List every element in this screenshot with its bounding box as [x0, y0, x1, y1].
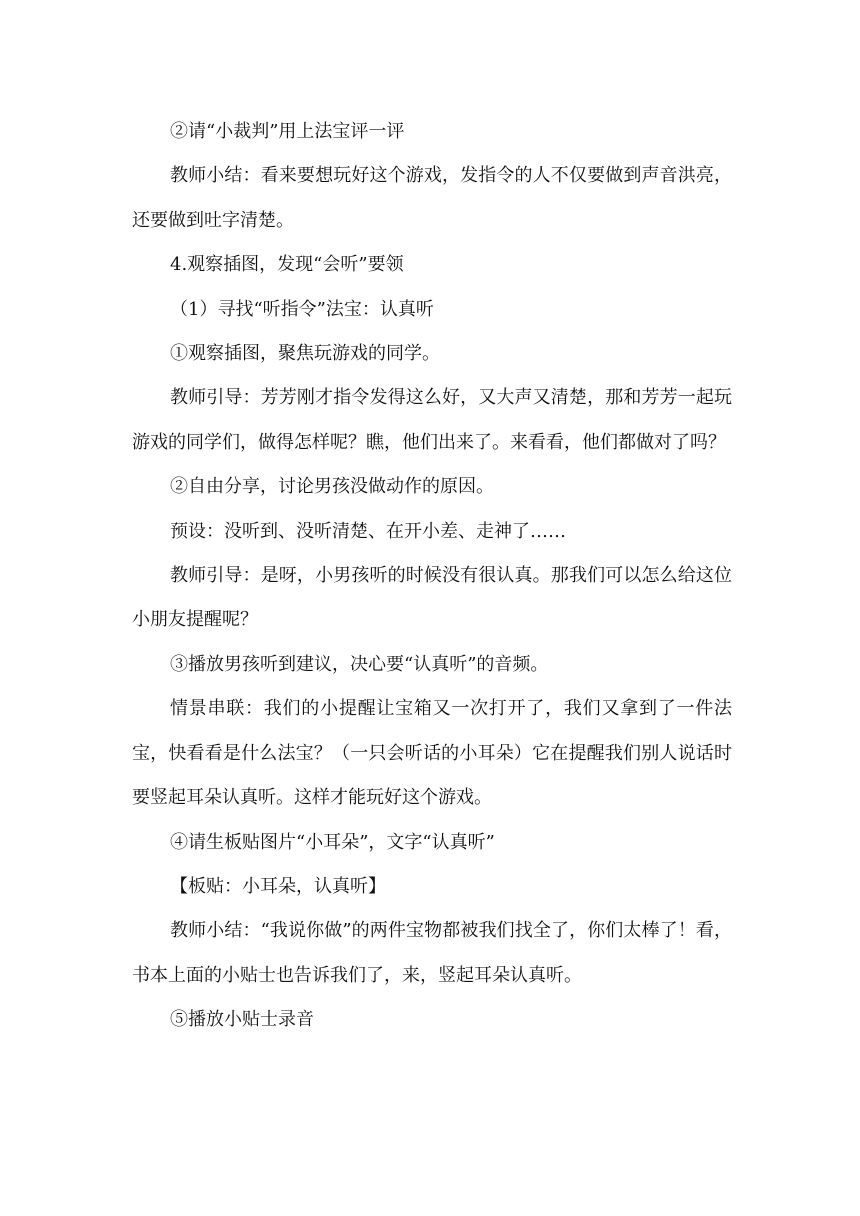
paragraph-teacher-summary-1: 教师小结：看来要想玩好这个游戏，发指令的人不仅要做到声音洪亮，还要做到吐字清楚。 — [132, 165, 732, 231]
paragraph-board-note: 【板贴：小耳朵，认真听】 — [170, 875, 386, 897]
paragraph-teacher-guide-1: 教师引导：芳芳刚才指令发得这么好，又大声又清楚，那和芳芳一起玩游戏的同学们，做得怎样呢？瞧，他们出来了。来看看，他们都做对了吗？ — [132, 387, 732, 453]
paragraph-teacher-summary-2: 教师小结：“我说你做”的两件宝物都被我们找全了，你们太棒了！看，书本上面的小贴士也告诉我们了，来，竖起耳朵认真听。 — [132, 920, 732, 986]
paragraph-teacher-guide-2: 教师引导：是呀，小男孩听的时候没有很认真。那我们可以怎么给这位小朋友提醒呢？ — [132, 565, 732, 631]
section-heading-4: 4.观察插图，发现“会听”要领 — [170, 254, 404, 276]
paragraph-step-2-share: ②自由分享，讨论男孩没做动作的原因。 — [170, 476, 494, 498]
paragraph-step-3-audio: ③播放男孩听到建议，决心要“认真听”的音频。 — [170, 653, 549, 675]
paragraph-step-4-board: ④请生板贴图片“小耳朵”，文字“认真听” — [170, 831, 495, 853]
subsection-heading-1: （1）寻找“听指令”法宝：认真听 — [170, 298, 434, 320]
paragraph-step-2-referee: ②请“小裁判”用上法宝评一评 — [170, 121, 405, 142]
paragraph-step-1-observe: ①观察插图，聚焦玩游戏的同学。 — [170, 343, 440, 365]
paragraph-scene-link: 情景串联：我们的小提醒让宝箱又一次打开了，我们又拿到了一件法宝，快看看是什么法宝？（一只会听话的小耳朵）它在提醒我们别人说话时要竖起耳朵认真听。这样才能玩好这个游戏。 — [132, 698, 732, 809]
paragraph-preset: 预设：没听到、没听清楚、在开小差、走神了…… — [170, 520, 566, 542]
paragraph-step-5-play: ⑤播放小贴士录音 — [170, 1009, 314, 1031]
document-body — [132, 110, 732, 1043]
